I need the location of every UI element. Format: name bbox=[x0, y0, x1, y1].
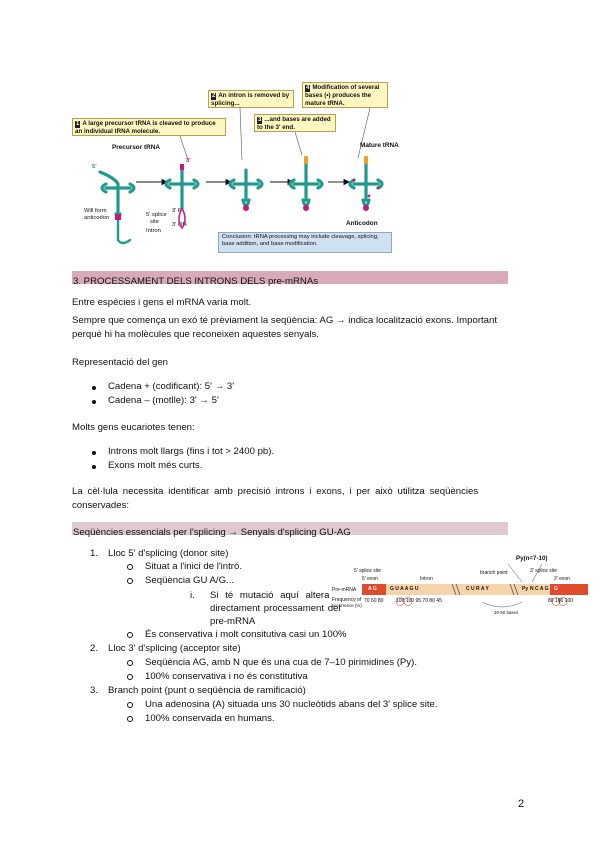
step2-number: 2 bbox=[212, 93, 216, 99]
step3-text: ...and bases are added to the 3' end. bbox=[257, 116, 331, 132]
arrow-2 bbox=[206, 180, 231, 185]
splicing-signals-title: Seqüències essencials per l'splicing → Senyals d'splicing GU-AG bbox=[73, 527, 351, 538]
arrow-4 bbox=[328, 180, 349, 185]
frequency-label: Frequency of bbox=[332, 597, 362, 603]
acceptor-sequence: N C A G bbox=[530, 586, 549, 592]
splice-site-figure bbox=[332, 554, 588, 624]
list-number-2: 2. bbox=[90, 643, 99, 654]
branch-sub-item: Una adenosina (A) situada uns 30 nucleòtids abans del 3' splice site. bbox=[145, 699, 438, 710]
paragraph-5-line-1: La cèl·lula necessita identificar amb precisió introns i exons, i per això utilitza seqüències bbox=[72, 486, 479, 497]
hollow-bullet bbox=[127, 716, 133, 722]
donor-site-label: Lloc 5' d'splicing (donor site) bbox=[108, 548, 229, 559]
three-exon-label: 3' exon bbox=[554, 576, 570, 582]
three-p-label: 3' P bbox=[172, 208, 182, 214]
frequency-values-right: 80 100 100 bbox=[548, 598, 574, 604]
three-prime-label: 3' bbox=[186, 158, 191, 164]
acceptor-site-label: Lloc 3' d'splicing (acceptor site) bbox=[108, 643, 241, 654]
conclusion-text: Conclusion: tRNA processing may include cleavage, splicing, base addition, and base modification. bbox=[222, 234, 379, 248]
will-form-label: Will form bbox=[84, 208, 107, 214]
anticodon-marker bbox=[115, 214, 121, 220]
frequency-label-2: occurrence (%) bbox=[332, 603, 362, 608]
euk-list-item: Exons molt més curts. bbox=[108, 460, 203, 471]
three-oh-label: 3' OH bbox=[172, 222, 187, 228]
step3-number: 3 bbox=[258, 117, 262, 123]
frequency-values-donor: 100 100 95 70 80 45 bbox=[396, 598, 442, 604]
bullet-dot bbox=[92, 465, 96, 469]
exon-3-sequence: G bbox=[554, 586, 558, 592]
arrow-1 bbox=[136, 180, 167, 185]
hollow-bullet bbox=[127, 660, 133, 666]
branch-sequence: C U R A Y bbox=[466, 586, 489, 592]
bullet-dot bbox=[92, 400, 96, 404]
branch-point-region-label: branch point bbox=[480, 570, 508, 576]
distance-label: 20-50 bases bbox=[494, 610, 519, 615]
pre-mrna-label: Pre-mRNA bbox=[332, 587, 357, 593]
trna-structures bbox=[70, 80, 400, 256]
donor-sub-item: Seqüència GU A/G... bbox=[145, 575, 235, 586]
bullet-dot bbox=[92, 451, 96, 455]
branch-sub-item: 100% conservada en humans. bbox=[145, 713, 275, 724]
five-splice-site-label: 5' splice site bbox=[354, 568, 382, 574]
acceptor-sub-item: 100% conservativa i no és constitutiva bbox=[145, 671, 308, 682]
precursor-trna-shape bbox=[100, 172, 134, 243]
paragraph-4: Molts gens eucariotes tenen: bbox=[72, 422, 195, 433]
anticodon-label: Anticodon bbox=[346, 220, 378, 227]
mutation-line-2: directament processament del bbox=[210, 603, 341, 614]
gene-list-item: Cadena + (codificant): 5' → 3' bbox=[108, 381, 235, 392]
anticodon-small-label: anticodon bbox=[84, 215, 110, 221]
section-3-title: 3. PROCESSAMENT DELS INTRONS DELS pre-mRNAs bbox=[73, 276, 319, 287]
paragraph-2-line-2: perquè hi ha molècules que reconeixen aquestes senyals. bbox=[72, 329, 319, 340]
conclusion-box bbox=[218, 232, 392, 253]
py-sequence: Py bbox=[522, 586, 529, 592]
list-number-3: 3. bbox=[90, 685, 99, 696]
gene-list-item: Cadena – (motlle): 3' → 5' bbox=[108, 395, 219, 406]
five-splice-label: 5' splice bbox=[146, 212, 167, 218]
mature-trna-label: Mature tRNA bbox=[360, 142, 399, 149]
mutation-line-3: pre-mRNA bbox=[210, 616, 256, 627]
three-splice-site-label: 3' splice site bbox=[530, 568, 558, 574]
page-number: 2 bbox=[518, 798, 525, 810]
py-label: Py(n=7-10) bbox=[516, 555, 548, 562]
step2-text: An intron is removed by splicing... bbox=[211, 92, 290, 108]
donor-conservation: És conservativa i molt consitutiva casi un 100% bbox=[145, 629, 347, 640]
hollow-bullet bbox=[127, 578, 133, 584]
exon-5-sequence: A G bbox=[368, 586, 377, 592]
acceptor-sub-item: Seqüència AG, amb N que és una cua de 7–10 pirimidines (Py). bbox=[145, 657, 417, 668]
paragraph-3: Representació del gen bbox=[72, 357, 169, 368]
donor-sub-item: Situat a l'inici de l'intró. bbox=[145, 561, 242, 572]
mutation-line-1: Si té mutació aquí altera bbox=[210, 590, 330, 601]
list-number-1: 1. bbox=[90, 548, 99, 559]
hollow-bullet bbox=[127, 632, 133, 638]
precursor-trna-label: Precursor tRNA bbox=[112, 144, 160, 151]
step1-number: 1 bbox=[76, 121, 80, 127]
frequency-values-left: 70 60 80 bbox=[364, 598, 384, 604]
branch-point-label: Branch point (punt o seqüència de ramificació) bbox=[108, 685, 306, 696]
hollow-bullet bbox=[127, 702, 133, 708]
euk-list-item: Introns molt llargs (fins i tot > 2400 pb). bbox=[108, 446, 275, 457]
hollow-bullet bbox=[127, 674, 133, 680]
section-3-heading bbox=[72, 271, 508, 287]
splicing-signals-heading bbox=[72, 522, 508, 538]
paragraph-2-line-1: Sempre que comença un exó té prèviament la seqüència: AG → indica localització exons. Important bbox=[72, 315, 498, 326]
bullet-dot bbox=[92, 386, 96, 390]
five-prime-label: 5' bbox=[92, 164, 97, 170]
trna-4-shape bbox=[290, 164, 322, 206]
roman-number-i: i. bbox=[190, 590, 195, 601]
step1-text: A large precursor tRNA is cleaved to produce an individual tRNA molecule. bbox=[75, 120, 216, 136]
paragraph-5-line-2: conservades: bbox=[72, 500, 130, 511]
trna-2-shape bbox=[166, 170, 198, 208]
site-label: site bbox=[150, 219, 160, 225]
mature-trna-shape bbox=[350, 164, 382, 206]
hollow-bullet bbox=[127, 564, 133, 570]
step4-text: Modification of several bases (•) produces the mature tRNA. bbox=[305, 84, 380, 107]
trna-processing-figure bbox=[70, 80, 400, 256]
paragraph-1: Entre espècies i gens el mRNA varia molt. bbox=[72, 297, 252, 308]
step4-number: 4 bbox=[306, 85, 310, 91]
trna-3-shape bbox=[230, 170, 262, 206]
intron-label: Intron bbox=[146, 228, 161, 234]
donor-sequence: G U A A G U bbox=[390, 586, 419, 592]
intron-region-label: Intron bbox=[420, 576, 433, 582]
five-exon-label: 5' exon bbox=[362, 576, 378, 582]
